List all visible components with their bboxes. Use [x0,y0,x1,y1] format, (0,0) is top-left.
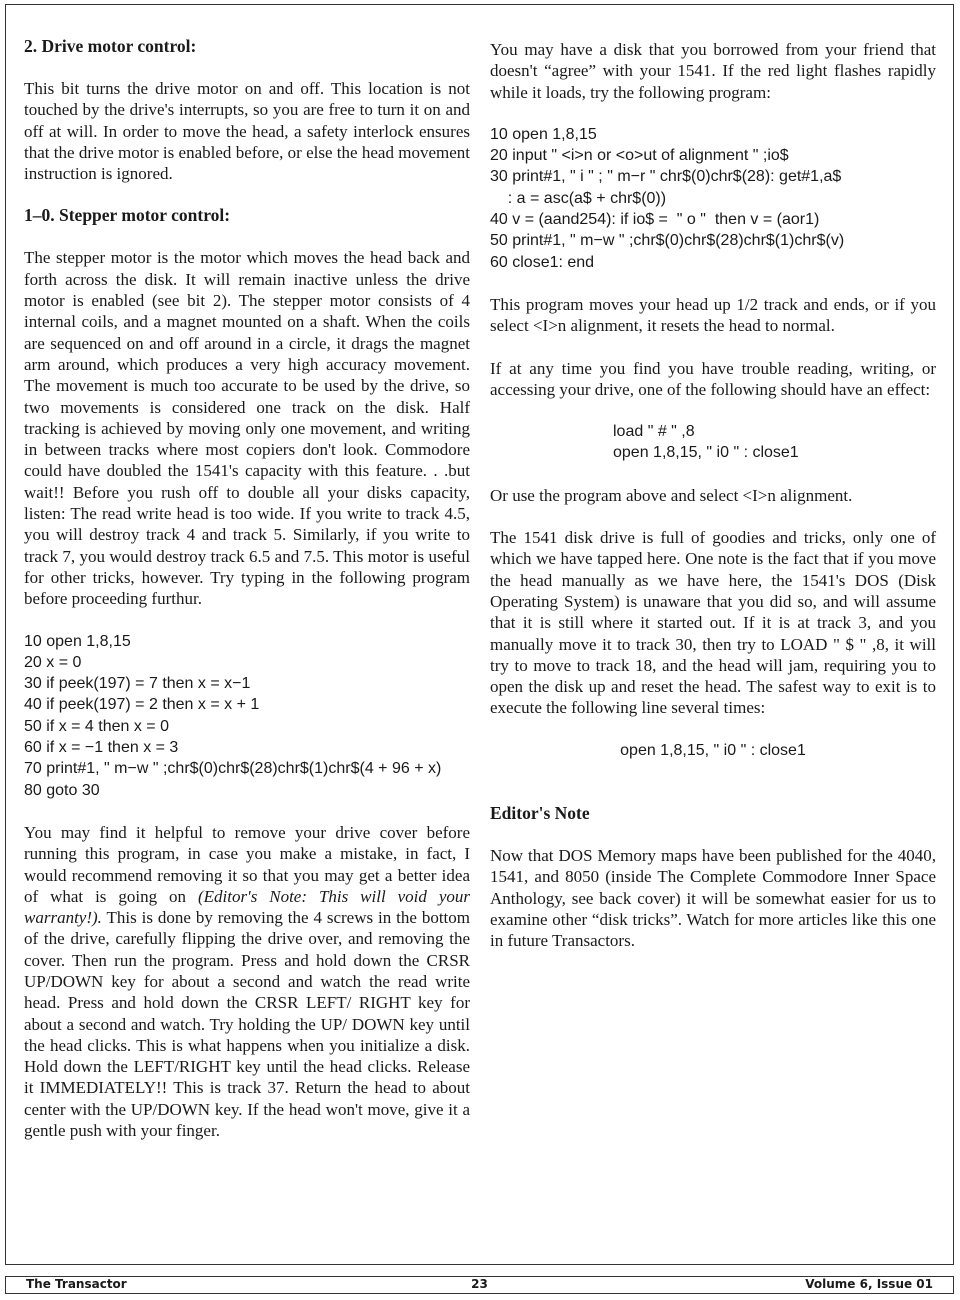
footer-page-number: 23 [471,1277,488,1291]
paragraph-or-use: Or use the program above and select <I>n alignment. [490,485,853,505]
code-listing-stepper [24,631,470,801]
code-line: open 1,8,15, " i0 " : close1 [613,444,799,462]
code-line: 50 print#1, " m−w " ;chr$(0)chr$(28)chr$(1)chr$(v) [490,232,845,250]
code-line: 60 close1: end [490,253,595,271]
right-column [490,39,936,973]
code-line: open 1,8,15, " i0 " : close1 [620,741,806,759]
paragraph-program-explanation: This program moves your head up 1/2 track and ends, or if you select <I>n alignment, it resets the head to normal. [490,294,936,336]
code-commands-reset [490,421,936,464]
paragraph-drive-cover [24,822,470,1141]
footer-publication: The Transactor [26,1277,127,1291]
code-line: 20 x = 0 [24,653,82,671]
paragraph-goodies: The 1541 disk drive is full of goodies and tricks, only one of which we have tapped here. One note is the fact that if you move the head manually as we have here, the 1541's DOS (Disk Operating System) is unaware that you did so, and will assume that it is still where it started out. If it is at track 3, and you manually move it to track 30, then try to LOAD " $ " ,8, it will try to move to track 18, and the head will jam, requiring you to open the disk up and reset the head. The safest way to exit is to execute the following line several times: [490,528,936,718]
code-listing-alignment [490,124,936,273]
code-line: 40 v = (aand254): if io$ = " o " then v = (aor1) [490,211,820,229]
paragraph-borrowed-disk: You may have a disk that you borrowed from your friend that doesn't “agree” with your 1541. If the red light flashes rapidly while it loads, try the following program: [490,40,936,102]
paragraph-drive-motor: This bit turns the drive motor on and off. This location is not touched by the drive's interrupts, so you are free to turn it on and off at will. In order to move the head, a safety interlock ensures that the drive motor is enabled before, or else the head movement instruction is ignored. [24,79,470,184]
page-footer [5,1276,954,1294]
code-line: 50 if x = 4 then x = 0 [24,717,169,735]
code-line: 80 goto 30 [24,781,100,799]
code-command-exit [490,740,936,761]
code-line: 30 if peek(197) = 7 then x = x−1 [24,675,251,693]
paragraph-text: This is done by removing the 4 screws in the bottom of the drive, carefully flipping the drive over, and removing the cover. Then run the program. Press and hold down the CRSR UP/DOWN key for about a second and watch the read write head. Press and hold down the CRSR LEFT/ RIGHT key for about a second and watch. Try holding the UP/ DOWN key until the head clicks. This is what happens when you initialize a disk. Hold down the LEFT/RIGHT key until the head clicks. Release it IMMEDIATELY!! This is track 37. Return the head to about center with the UP/DOWN key. If the head won't move, give it a gentle push with your finger. [24,908,470,1141]
code-line: 70 print#1, " m−w " ;chr$(0)chr$(28)chr$(1)chr$(4 + 96 + x) [24,760,442,778]
section-heading-drive-motor: 2. Drive motor control: [24,36,197,56]
footer-issue: Volume 6, Issue 01 [805,1277,933,1291]
paragraph-text: You may find it helpful to remove your drive cover before running this program, in case you make a mistake, in fact, I would recommend removing it so that you may get a better idea of what is going on [24,822,470,906]
editors-inline-note: (Editor's Note: This will void your warranty!). [24,886,470,928]
code-line: 10 open 1,8,15 [24,632,131,650]
code-line: 60 if x = −1 then x = 3 [24,739,179,757]
left-column [24,36,470,1162]
code-line: 20 input " <i>n or <o>ut of alignment " ;io$ [490,147,789,165]
paragraph-editors-note: Now that DOS Memory maps have been published for the 4040, 1541, and 8050 (inside The Complete Commodore Inner Space Anthology, see back cover) it will be somewhat easier for us to examine other “disk tricks”. Watch for more articles like this one in future Transactors. [490,846,936,951]
code-line: 40 if peek(197) = 2 then x = x + 1 [24,696,260,714]
paragraph-stepper-motor: The stepper motor is the motor which moves the head back and forth across the disk. It will remain inactive unless the drive motor is enabled (see bit 2). The stepper motor consists of 4 internal coils, and a magnet mounted on a shaft. When the coils are sequenced on and off around in a circle, it drags the magnet arm around, which produces a very high accuracy movement. The movement is much too accurate to be used by the drive, so two movements is considered one track on the disk. Half tracking is achieved by moving only one movement, and writing in between tracks where most copiers don't look. Commodore could have doubled the 1541's capacity with this feature. . .but wait!! Before you rush off to double all your disks capacity, listen: The read write head is too wide. If you write to track 4.5, you will destroy track 4 and track 5. Similarly, if you write to track 7, you would destroy track 6.5 and 7.5. This motor is useful for other tricks, however. Try typing in the following program before proceeding furthur. [24,248,470,609]
code-line: : a = asc(a$ + chr$(0)) [490,189,667,207]
section-heading-editors-note: Editor's Note [490,803,590,824]
code-line: load " # " ,8 [613,423,695,441]
code-line: 30 print#1, " i " ; " m−r " chr$(0)chr$(28): get#1,a$ [490,168,842,186]
section-heading-stepper-motor: 1–0. Stepper motor control: [24,205,231,226]
code-line: 10 open 1,8,15 [490,125,597,143]
paragraph-trouble: If at any time you find you have trouble reading, writing, or accessing your drive, one of the following should have an effect: [490,358,936,399]
